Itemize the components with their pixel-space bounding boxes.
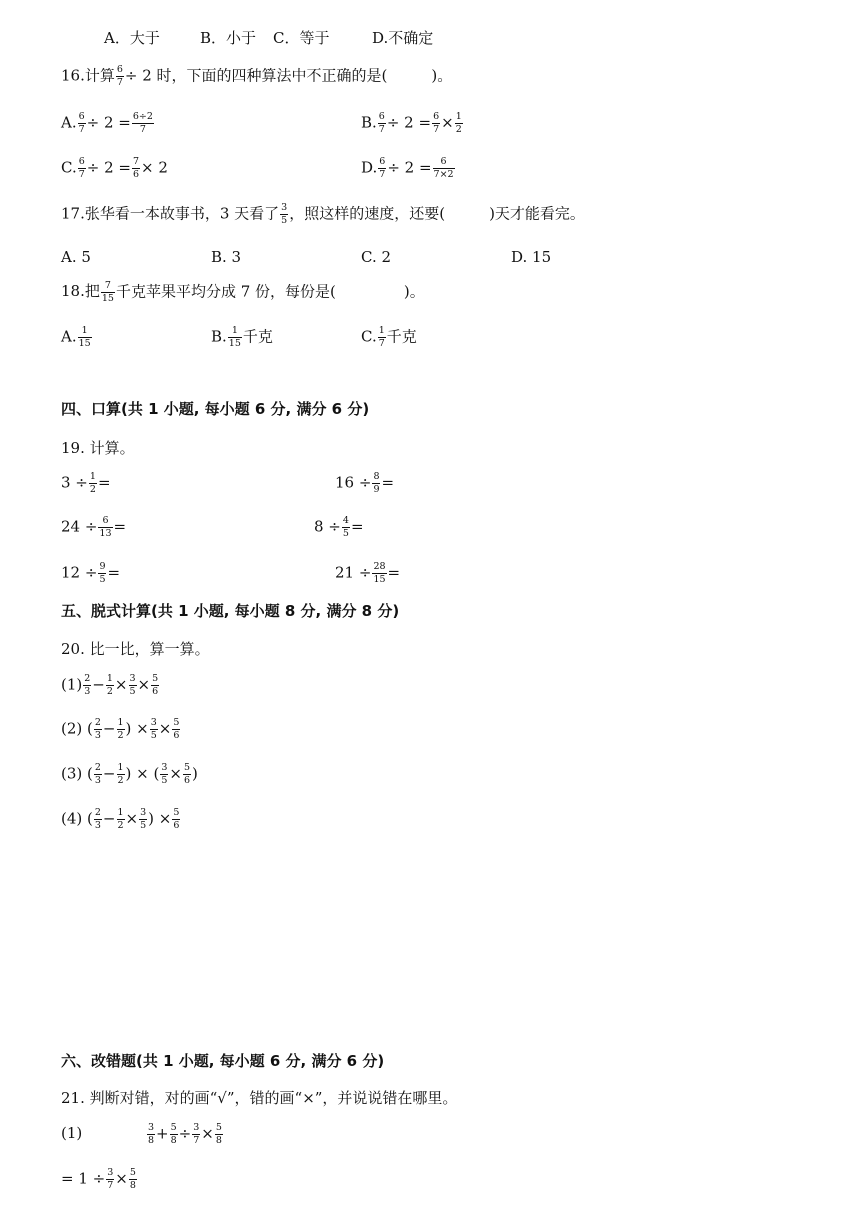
numerator: 3 [193,1122,200,1133]
fraction [106,674,114,697]
q15-option-b: B．小于 [200,29,257,47]
math-text: ÷ [178,1124,192,1143]
numerator: 1 [455,111,462,122]
q21-label: (1) [61,1124,83,1142]
denominator: 15 [373,573,386,585]
fraction [94,808,102,831]
fraction [117,763,125,786]
numerator: 1 [117,762,124,773]
section-5-heading: 五、脱式计算(共 1 小题, 每小题 8 分, 满分 8 分) [61,602,400,620]
q18-option-b [211,326,273,349]
math-text: ) × [125,719,149,738]
denominator: 5 [342,527,349,539]
numerator: 7 [132,156,140,167]
fraction [78,157,86,180]
denominator: 2 [117,774,124,786]
fraction [342,516,350,539]
q15-option-a: A．大于 [104,29,160,47]
fraction [455,112,463,135]
q19-item-5 [61,562,120,585]
numerator: 1 [117,717,124,728]
fraction [94,763,102,786]
fraction [117,718,125,741]
q18-stem: 18.把 $\frac{7}{15}$ 千克苹果平均分成 7 份，每份是( )。 [61,280,425,304]
denominator: 5 [140,819,147,831]
fraction [228,326,242,349]
math-text: − [102,809,116,828]
numerator: 3 [107,1167,114,1178]
q19-stem: 19. 计算。 [61,439,135,457]
math-text: ) × ( [125,764,160,783]
math-text: = [381,473,395,492]
numerator: 8 [373,471,380,482]
q20-stem: 20. 比一比，算一算。 [61,640,210,658]
q20-item-3 [61,763,198,786]
q19-item-6 [335,562,400,585]
math-text: 8 ÷ [314,517,341,536]
q17-stem: 17.张华看一本故事书，3 天看了 $\frac{3}{5}$ ，照这样的速度，还要( )天才能看完。 [61,202,585,226]
fraction [94,718,102,741]
q15-option-c: C．等于 [273,29,330,47]
math-text: 12 ÷ [61,563,98,582]
q21-expression [146,1123,224,1146]
denominator: 7 [378,337,385,349]
math-text: D. [361,158,378,177]
math-text: 千克 [386,327,417,346]
q20-item-1 [61,674,160,697]
fraction [106,1168,114,1191]
fraction [172,808,180,831]
denominator: 3 [94,729,101,741]
numerator: 1 [378,325,385,336]
denominator: 7 [193,1134,200,1146]
fraction [139,808,147,831]
fraction [432,112,440,135]
q21-stem: 21. 判断对错，对的画“√”，错的画“×”，并说说错在哪里。 [61,1089,458,1107]
q17-option-c: C. 2 [361,248,392,266]
denominator: 5 [129,685,136,697]
numerator: 9 [99,561,106,572]
numerator: 1 [106,673,113,684]
fraction [83,674,91,697]
numerator: 5 [215,1122,222,1133]
denominator: 7×2 [433,168,454,180]
fraction [215,1123,223,1146]
math-text: × [441,113,454,132]
q18-option-a [61,326,93,349]
denominator: 15 [78,337,91,349]
math-text: = [107,563,121,582]
q20-item-2 [61,718,181,741]
math-text: (1) [61,675,83,694]
math-text: × [115,1169,128,1188]
denominator: 2 [89,483,96,495]
section-6-heading: 六、改错题(共 1 小题, 每小题 6 分, 满分 6 分) [61,1052,385,1070]
q17-option-b: B. 3 [211,248,242,266]
q19-item-2 [335,472,394,495]
math-text: (3) ( [61,764,93,783]
numerator: 6 [78,111,85,122]
q17-option-a: A. 5 [61,248,91,266]
math-text: − [102,764,116,783]
numerator: 5 [152,673,159,684]
denominator: 2 [117,819,124,831]
fraction [129,1168,137,1191]
math-text: 3 ÷ [61,473,88,492]
numerator: 3 [148,1122,155,1133]
math-text: = [97,473,111,492]
numerator: 6 [78,156,85,167]
math-text: 24 ÷ [61,517,98,536]
math-text: ÷ 2 = [86,158,131,177]
math-text: + [156,1124,169,1143]
denominator: 8 [129,1179,136,1191]
numerator: 6 [379,156,386,167]
q18-stem-fraction: $\frac{7}{15}$ [101,280,114,304]
fraction [132,112,154,135]
math-text: (4) ( [61,809,93,828]
denominator: 7 [107,1179,114,1191]
numerator: 4 [342,515,349,526]
numerator: 6 [433,111,440,122]
denominator: 6 [173,729,180,741]
numerator: 6÷2 [132,111,153,122]
fraction [78,112,86,135]
numerator: 2 [94,717,101,728]
fraction [160,763,168,786]
numerator: 3 [161,762,168,773]
denominator: 15 [228,337,241,349]
numerator: 6 [98,516,112,528]
denominator: 7 [378,123,385,135]
numerator: 6 [433,157,455,169]
math-text: × [169,764,182,783]
math-text: − [102,719,116,738]
numerator: 2 [84,673,91,684]
numerator: 3 [129,673,136,684]
q16-option-d [361,157,456,180]
numerator: 5 [170,1122,177,1133]
q16-stem-fraction: $\frac{6}{7}$ [116,64,123,88]
fraction [170,1123,178,1146]
math-text: = 1 ÷ [61,1169,106,1188]
numerator: 3 [150,717,157,728]
denominator: 7 [78,168,85,180]
fraction [89,472,97,495]
denominator: 13 [99,527,112,539]
numerator: 1 [117,807,124,818]
math-text: = [113,517,127,536]
fraction [192,1123,200,1146]
q19-item-4 [314,516,364,539]
denominator: 8 [170,1134,177,1146]
fraction [98,516,112,539]
math-text: B. [361,113,377,132]
fraction [372,472,380,495]
denominator: 6 [152,685,159,697]
q16-option-c [61,157,168,180]
denominator: 5 [150,729,157,741]
math-text: ÷ 2 = [386,113,432,132]
math-text: C. [61,158,77,177]
math-text: C. [361,327,377,346]
math-text: = [387,563,401,582]
math-text: (2) ( [61,719,93,738]
fraction [98,562,106,585]
fraction [372,562,386,585]
math-text: × 2 [141,158,168,177]
denominator: 3 [84,685,91,697]
q16-stem: 16.计算 $\frac{6}{7}$ ÷ 2 时，下面的四种算法中不正确的是( )。 [61,64,453,88]
numerator: 2 [94,807,101,818]
q17-option-d: D. 15 [511,248,552,266]
denominator: 2 [106,685,113,697]
q19-item-3 [61,516,126,539]
math-text: × [125,809,139,828]
math-text: 千克 [242,327,273,346]
denominator: 2 [455,123,462,135]
math-text: A. [61,113,77,132]
math-text: 21 ÷ [335,563,372,582]
denominator: 7 [78,123,85,135]
fraction [117,808,125,831]
fraction [433,157,455,180]
denominator: 2 [117,729,124,741]
numerator: 3 [140,807,147,818]
denominator: 8 [148,1134,155,1146]
fraction [172,718,180,741]
denominator: 6 [183,774,191,786]
math-text: × [158,719,172,738]
q20-item-4 [61,808,181,831]
math-text: − [92,675,105,694]
math-text: = [350,517,364,536]
math-text: ÷ 2 = [387,158,432,177]
numerator: 6 [378,111,385,122]
denominator: 3 [94,774,101,786]
denominator: 8 [215,1134,222,1146]
q17-stem-fraction: $\frac{3}{5}$ [281,202,288,226]
q19-item-1 [61,472,111,495]
numerator: 2 [94,762,101,773]
fraction [150,718,158,741]
numerator: 5 [183,762,191,773]
denominator: 7 [379,168,386,180]
denominator: 7 [139,123,146,135]
denominator: 5 [161,774,168,786]
q18-option-c [361,326,417,349]
fraction [151,674,159,697]
fraction [78,326,92,349]
math-text: 16 ÷ [335,473,372,492]
fraction [378,326,386,349]
fraction [147,1123,155,1146]
denominator: 9 [373,483,380,495]
fraction [378,157,386,180]
numerator: 1 [89,471,96,482]
numerator: 5 [129,1167,136,1178]
math-text: ÷ 2 = [86,113,131,132]
denominator: 6 [132,168,140,180]
numerator: 5 [173,717,180,728]
fraction [183,763,191,786]
numerator: 1 [78,326,92,338]
denominator: 7 [433,123,440,135]
math-text: ) × [148,809,172,828]
section-4-heading: 四、口算(共 1 小题, 每小题 6 分, 满分 6 分) [61,400,370,418]
math-text: × [114,675,128,694]
denominator: 6 [173,819,180,831]
fraction [378,112,386,135]
numerator: 5 [173,807,180,818]
math-text: × [201,1124,214,1143]
q15-option-d: D.不确定 [372,29,434,47]
math-text: A. [61,327,77,346]
math-text: ) [192,764,198,783]
numerator: 1 [228,326,242,338]
fraction [129,674,137,697]
denominator: 5 [99,573,106,585]
math-text: B. [211,327,227,346]
math-text: × [137,675,151,694]
q16-option-b [361,112,464,135]
denominator: 3 [94,819,101,831]
q21-step [61,1168,138,1191]
fraction [132,157,140,180]
q16-option-a [61,112,155,135]
numerator: 28 [373,561,386,572]
